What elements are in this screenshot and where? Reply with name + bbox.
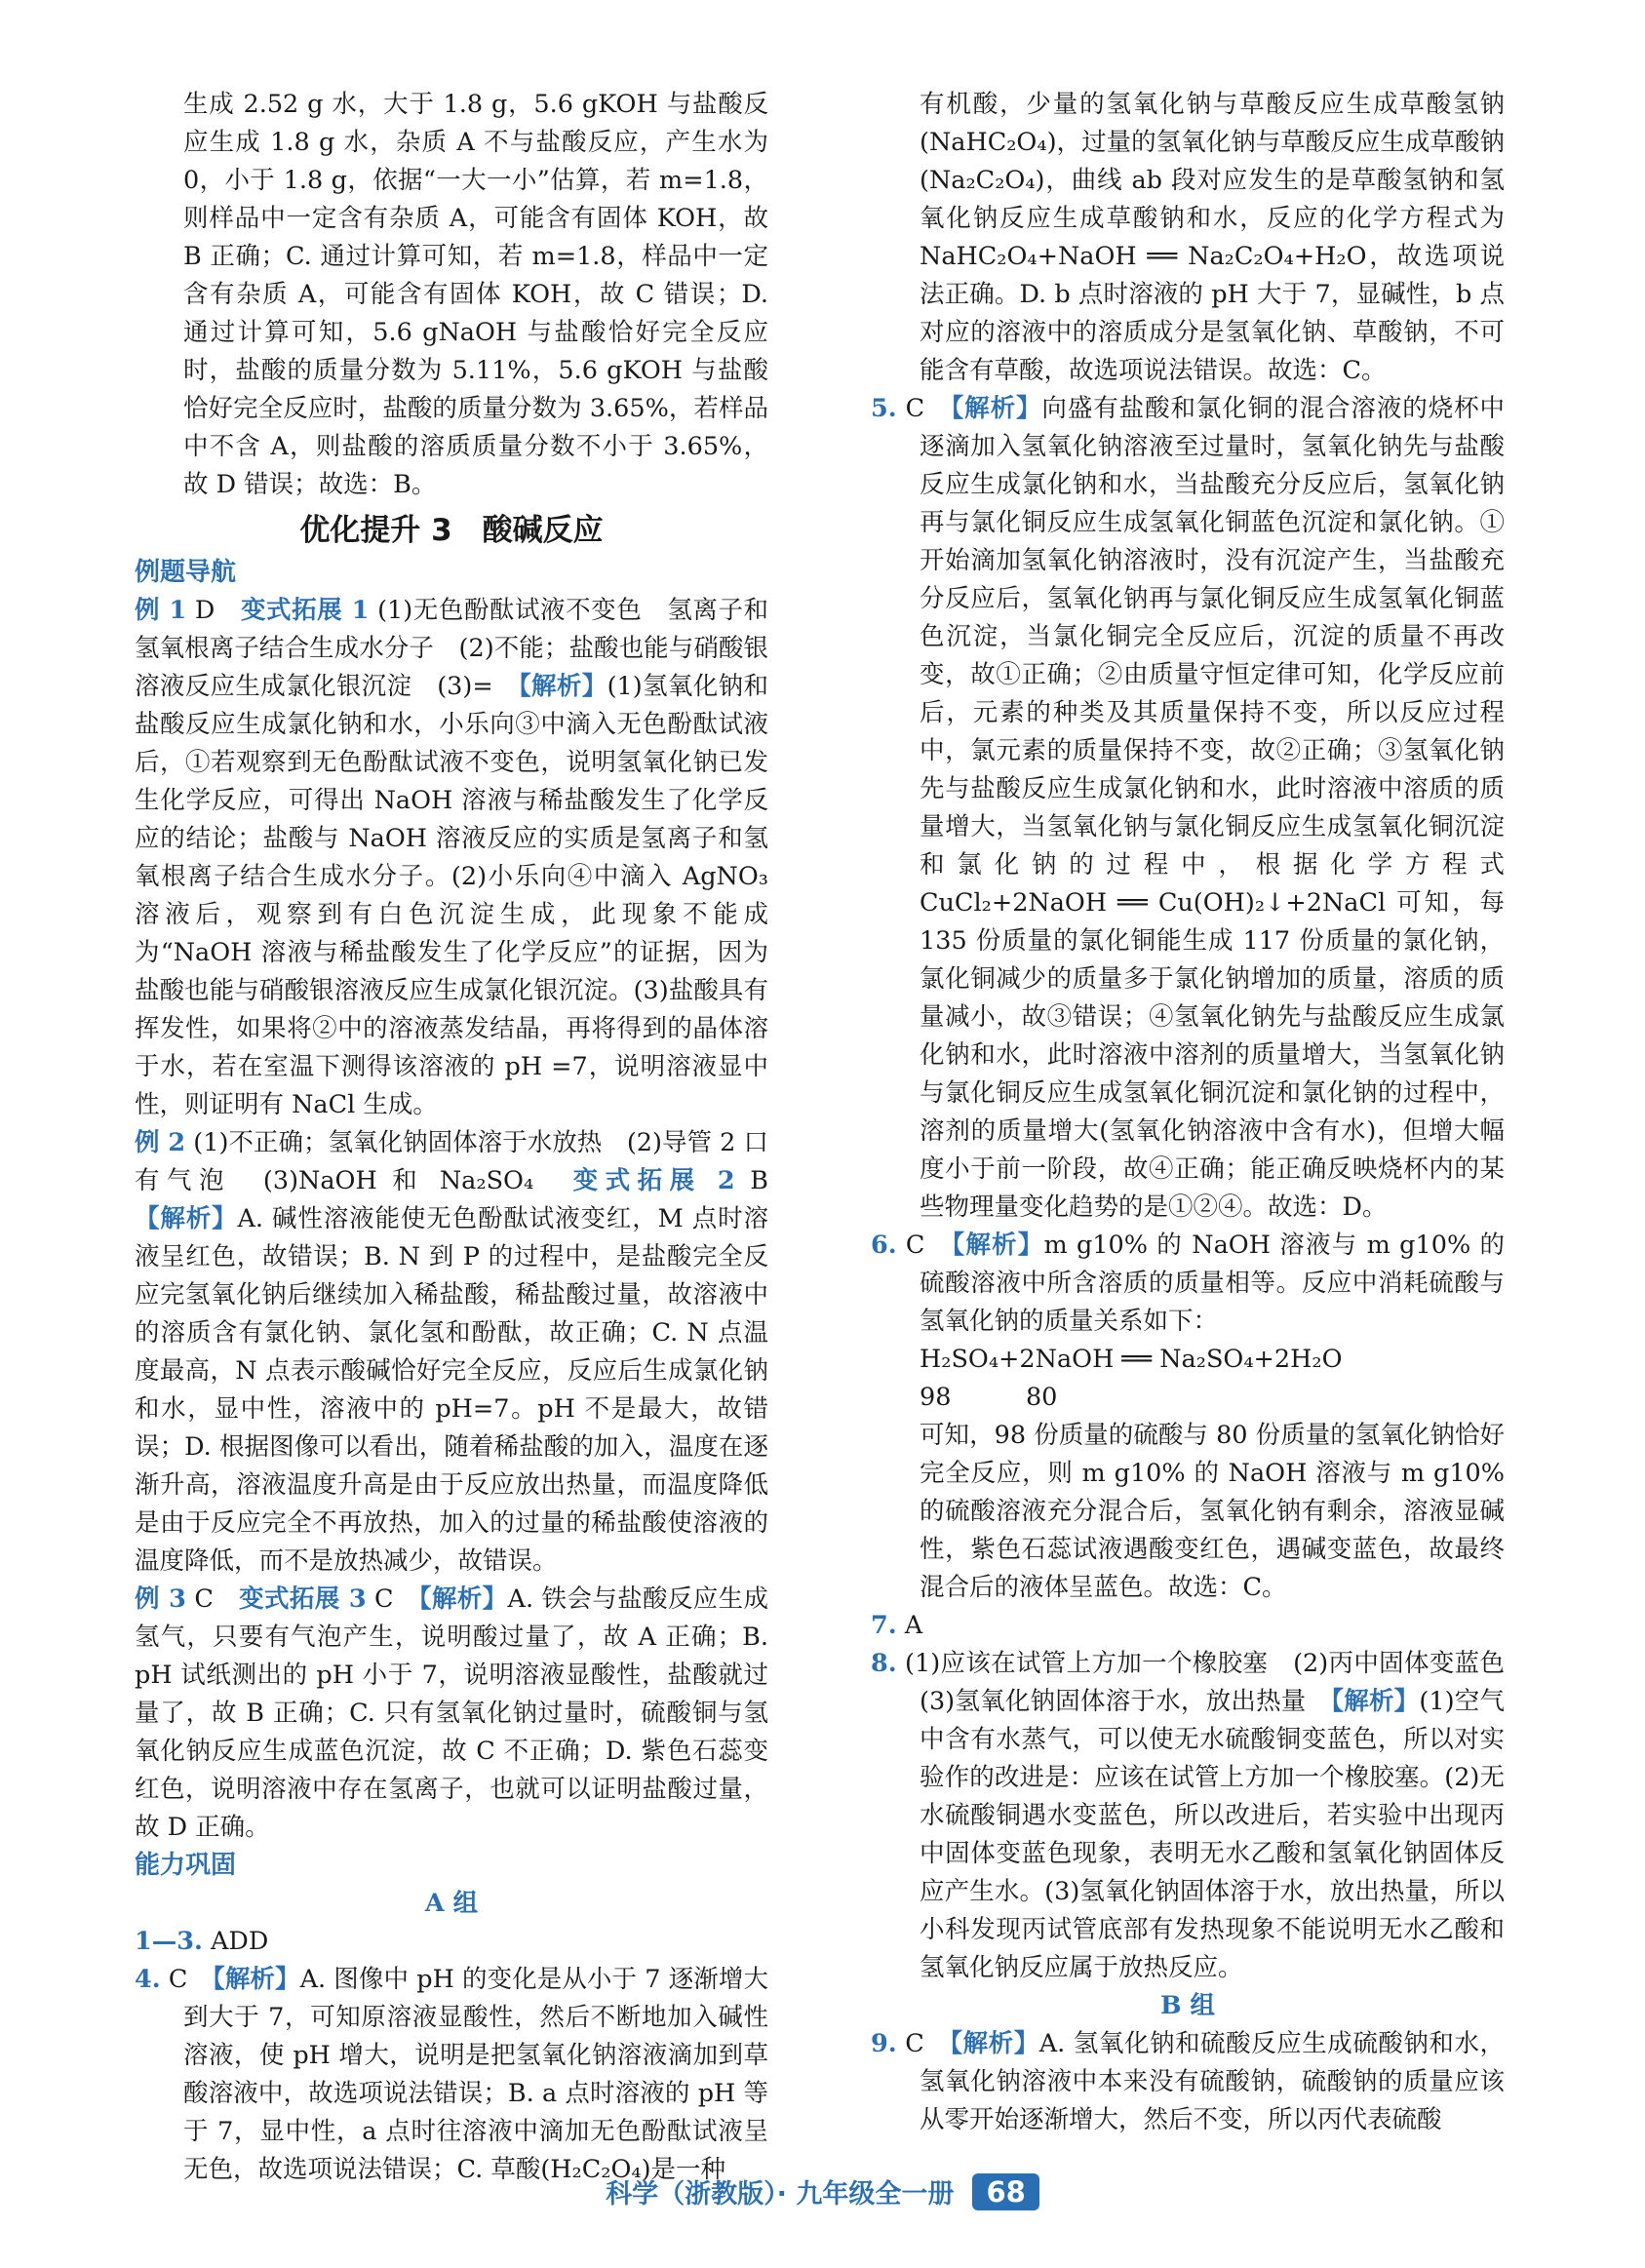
example-1-analysis: (1)氢氧化钠和盐酸反应生成氯化钠和水，小乐向③中滴入无色酚酞试液后，①若观察到无色酚酞试液不变色，说明氢氧化钠已发生化学反应，可得出 NaOH 溶液与稀盐酸发生了化学反应的结论；盐酸与 NaOH 溶液反应的实质是氢离子和氢氧根离子结合生成水分子。(2)小乐向④中滴入 AgNO₃ 溶液后，观察到有白色沉淀生成，此现象不能成为“NaOH 溶液与稀盐酸发生了化学反应”的证据，因为盐酸也能与硝酸银溶液反应生成氯化银沉淀。(3)盐酸具有挥发性，如果将②中的溶液蒸发结晶，再将得到的晶体溶于水，若在室温下测得该溶液的 pH =7，说明溶液显中性，则证明有 NaCl 生成。	[135, 672, 768, 1119]
question-6	[871, 1227, 1505, 1341]
question-6-answer: C	[896, 1231, 953, 1260]
example-3	[135, 1581, 768, 1847]
example-2-label: 例 2	[135, 1128, 186, 1157]
example-1-answer: D	[186, 596, 241, 625]
analysis-tag: 【解析】	[952, 1231, 1044, 1260]
analysis-tag: 【解析】	[950, 2029, 1039, 2058]
analysis-tag: 【解析】	[518, 672, 607, 701]
variant-1-label: 变式拓展 1	[240, 596, 370, 625]
group-a-label: A 组	[424, 1889, 479, 1918]
group-b-label: B 组	[1160, 1991, 1215, 2020]
question-1-3	[135, 1923, 768, 1961]
analysis-tag: 【解析】	[135, 1204, 238, 1233]
right-continuation-paragraph: 有机酸，少量的氢氧化钠与草酸反应生成草酸氢钠(NaHC₂O₄)，过量的氢氧化钠与草酸反应生成草酸钠(Na₂C₂O₄)，曲线 ab 段对应发生的是草酸氢钠和氢氧化钠反应生成草酸钠和水，反应的化学方程式为 NaHC₂O₄+NaOH ══ Na₂C₂O₄+H₂O，故选项说法正确。D. b 点时溶液的 pH 大于 7，显碱性，b 点对应的溶液中的溶质成分是氢氧化钠、草酸钠，不可能含有草酸，故选项说法错误。故选：C。	[920, 90, 1505, 385]
question-8	[871, 1645, 1530, 1987]
question-5-answer: C	[896, 394, 952, 423]
right-column	[871, 86, 1530, 2139]
example-2	[135, 1124, 794, 1581]
example-1	[135, 592, 768, 1124]
heading-ability: 能力巩固	[135, 1851, 237, 1880]
question-6-equation-masses: 98 80	[920, 1383, 1058, 1412]
question-9-answer: C	[896, 2029, 951, 2058]
question-4-answer: C	[160, 1965, 213, 1994]
question-6-analysis: m g10% 的 NaOH 溶液与 m g10% 的硫酸溶液中所含溶质的质量相等。反应中消耗硫酸与氢氧化钠的质量关系如下：	[920, 1231, 1505, 1336]
question-9-label: 9.	[871, 2029, 897, 2058]
analysis-tag: 【解析】	[213, 1965, 300, 1994]
question-6-conclusion: 可知，98 份质量的硫酸与 80 份质量的氢氧化钠恰好完全反应，则 m g10% 的 NaOH 溶液与 m g10% 的硫酸溶液充分混合后，氢氧化钠有剩余，溶液显碱性，紫色石蕊试液遇酸变红色，遇碱变蓝色，故最终混合后的液体呈蓝色。故选：C。	[920, 1421, 1505, 1602]
question-8-analysis: (1)空气中含有水蒸气，可以使无水硫酸铜变蓝色，所以对实验作的改进是：应该在试管上方加一个橡胶塞。(2)无水硫酸铜遇水变蓝色，所以改进后，若实验中出现丙中固体变蓝色现象，表明无水乙酸和氢氧化钠固体反应产生水。(3)氢氧化钠固体溶于水，放出热量，所以小科发现丙试管底部有发热现象不能说明无水乙酸和氢氧化钠反应属于放热反应。	[920, 1687, 1505, 1982]
example-3-analysis: A. 铁会与盐酸反应生成氢气，只要有气泡产生，说明酸过量了，故 A 正确；B. pH 试纸测出的 pH 小于 7，说明溶液显酸性，盐酸就过量了，故 B 正确；C. 只有氢氧化钠过量时，硫酸铜与氢氧化钠反应生成蓝色沉淀，故 C 不正确；D. 紫色石蕊变红色，说明溶液中存在氢离子，也就可以证明盐酸过量，故 D 正确。	[135, 1584, 768, 1842]
question-4-label: 4.	[135, 1965, 161, 1994]
variant-3-answer: C	[366, 1584, 419, 1614]
variant-3-label: 变式拓展 3	[239, 1584, 367, 1614]
question-6-label: 6.	[871, 1231, 897, 1260]
example-1-label: 例 1	[135, 596, 187, 625]
question-7	[871, 1607, 1505, 1645]
question-6-equation: H₂SO₄+2NaOH ══ Na₂SO₄+2H₂O	[920, 1345, 1343, 1374]
analysis-tag: 【解析】	[418, 1584, 508, 1614]
question-4	[135, 1961, 768, 2189]
analysis-tag: 【解析】	[951, 394, 1042, 423]
left-continuation-paragraph: 生成 2.52 g 水，大于 1.8 g，5.6 gKOH 与盐酸反应生成 1.8 g 水，杂质 A 不与盐酸反应，产生水为 0，小于 1.8 g，依据“一大一小”估算，若 m=1.8，则样品中一定含有杂质 A，可能含有固体 KOH，故 B 正确；C. 通过计算可知，若 m=1.8，样品中一定含有杂质 A，可能含有固体 KOH，故 C 错误；D. 通过计算可知，5.6 gNaOH 与盐酸恰好完全反应时，盐酸的质量分数为 5.11%，5.6 gKOH 与盐酸恰好完全反应时，盐酸的质量分数为 3.65%，若样品中不含 A，则盐酸的溶质质量分数不小于 3.65%，故 D 错误；故选：B。	[183, 90, 768, 499]
left-column	[135, 86, 794, 2189]
example-2-text: (1)不正确；氢氧化钠固体溶于水放热 (2)导管 2 口有气泡 (3)NaOH 和 Na₂SO₄	[135, 1128, 768, 1195]
page-footer	[0, 2172, 1645, 2215]
example-3-label: 例 3	[135, 1584, 186, 1614]
question-1-3-label: 1—3.	[135, 1927, 203, 1956]
question-8-answer: (1)应该在试管上方加一个橡胶塞 (2)丙中固体变蓝色 (3)氢氧化钠固体溶于水，放出热量	[896, 1649, 1530, 1716]
question-7-label: 7.	[871, 1611, 897, 1640]
example-1-text: (1)无色酚酞试液不变色 氢离子和氢氧根离子结合生成水分子 (2)不能；盐酸也能与硝酸银溶液反应生成氯化银沉淀 (3)=	[135, 596, 769, 701]
question-5-label: 5.	[871, 394, 897, 423]
question-5-analysis: 向盛有盐酸和氯化铜的混合溶液的烧杯中逐滴加入氢氧化钠溶液至过量时，氢氧化钠先与盐酸反应生成氯化钠和水，当盐酸充分反应后，氢氧化钠再与氯化铜反应生成氢氧化铜蓝色沉淀和氯化钠。①开始滴加氢氧化钠溶液时，没有沉淀产生，当盐酸充分反应后，氢氧化钠再与氯化铜反应生成氢氧化铜蓝色沉淀，当氯化铜完全反应后，沉淀的质量不再改变，故①正确；②由质量守恒定律可知，化学反应前后，元素的种类及其质量保持不变，所以反应过程中，氯元素的质量保持不变，故②正确；③氢氧化钠先与盐酸反应生成氯化钠和水，此时溶液中溶质的质量增大，当氢氧化钠与氯化铜反应生成氢氧化铜沉淀和氯化钠的过程中，根据化学方程式 CuCl₂+2NaOH ══ Cu(OH)₂↓+2NaCl 可知，每 135 份质量的氯化铜能生成 117 份质量的氯化钠，氯化铜减少的质量多于氯化钠增加的质量，溶质的质量减小，故③错误；④氢氧化钠先与盐酸反应生成氯化钠和水，此时溶液中溶剂的质量增大，当氢氧化钠与氯化铜反应生成氢氧化铜沉淀和氯化钠的过程中，溶剂的质量增大(氢氧化钠溶液中含有水)，但增大幅度小于前一阶段，故④正确；能正确反映烧杯内的某些物理量变化趋势的是①②④。故选：D。	[920, 394, 1505, 1222]
variant-2-label: 变式拓展 2	[572, 1166, 735, 1195]
question-1-3-answer: ADD	[202, 1927, 269, 1956]
analysis-tag: 【解析】	[1331, 1687, 1420, 1716]
question-5	[871, 390, 1505, 1227]
question-7-answer: A	[896, 1611, 923, 1640]
question-9	[871, 2025, 1505, 2139]
question-8-label: 8.	[871, 1649, 897, 1678]
question-9-analysis: A. 氢氧化钠和硫酸反应生成硫酸钠和水，氢氧化钠溶液中本来没有硫酸钠，硫酸钠的质量应该从零开始逐渐增大，然后不变，所以丙代表硫酸	[920, 2029, 1505, 2134]
example-2-analysis: A. 碱性溶液能使无色酚酞试液变红，M 点时溶液呈红色，故错误；B. N 到 P 的过程中，是盐酸完全反应完氢氧化钠后继续加入稀盐酸，稀盐酸过量，故溶液中的溶质含有氯化钠、氯化氢和酚酞，故正确；C. N 点温度最高，N 点表示酸碱恰好完全反应，反应后生成氯化钠和水，显中性，溶液中的 pH=7。pH 不是最大，故错误；D. 根据图像可以看出，随着稀盐酸的加入，温度在逐渐升高，溶液温度升高是由于反应放出热量，而温度降低是由于反应完全不再放热，加入的过量的稀盐酸使溶液的温度降低，而不是放热减少，故错误。	[135, 1204, 768, 1576]
page-number: 68	[972, 2173, 1038, 2210]
footer-book-title: 科学（浙教版）· 九年级全一册	[606, 2179, 955, 2209]
example-2-answer: B	[734, 1166, 794, 1195]
example-3-answer: C	[185, 1584, 240, 1614]
heading-example-guide: 例题导航	[135, 558, 237, 587]
section-title: 优化提升 3 酸碱反应	[299, 513, 604, 548]
question-4-analysis: A. 图像中 pH 的变化是从小于 7 逐渐增大到大于 7，可知原溶液显酸性，然后不断地加入碱性溶液，使 pH 增大，说明是把氢氧化钠溶液滴加到草酸溶液中，故选项说法错误；B. a 点时溶液的 pH 等于 7，显中性，a 点时往溶液中滴加无色酚酞试液呈无色，故选项说法错误；C. 草酸(H₂C₂O₄)是一种	[183, 1965, 768, 2184]
